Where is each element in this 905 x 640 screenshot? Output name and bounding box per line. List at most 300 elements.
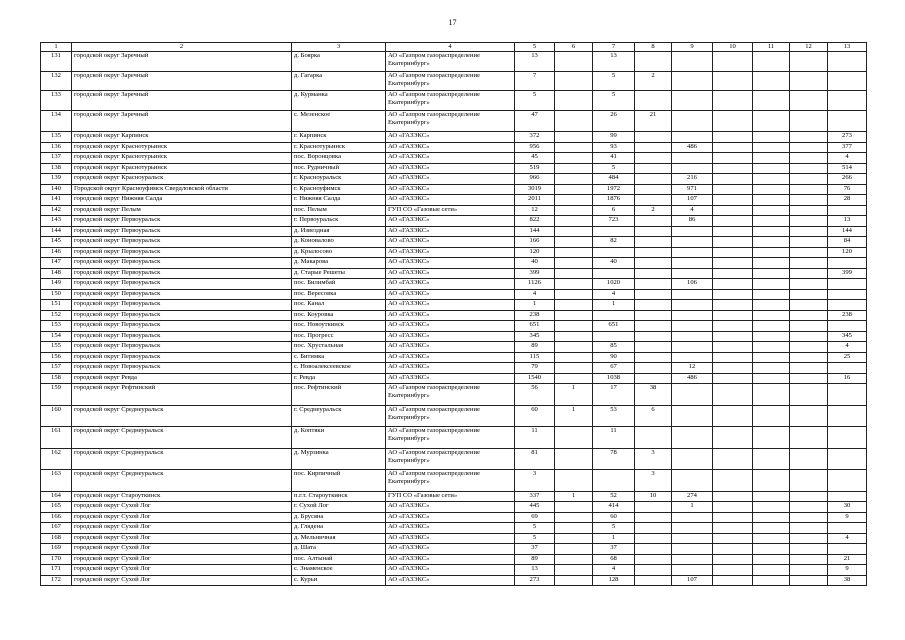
cell-col-7: 85 xyxy=(593,342,635,353)
cell-col-8 xyxy=(635,321,672,332)
cell-col-6 xyxy=(555,533,593,544)
page-number: 17 xyxy=(448,18,457,27)
cell-col-13: 120 xyxy=(828,247,867,258)
cell-col-13: 76 xyxy=(828,184,867,195)
cell-col-9 xyxy=(672,352,713,363)
cell-col-organization: АО «Газпром газораспределение Екатеринбург» xyxy=(386,405,515,427)
cell-col-11 xyxy=(753,142,790,153)
cell-col-11 xyxy=(753,575,790,586)
cell-col-6 xyxy=(555,258,593,269)
cell-col-11 xyxy=(753,247,790,258)
cell-col-12 xyxy=(790,352,828,363)
cell-col-7: 60 xyxy=(593,512,635,523)
cell-col-10 xyxy=(713,268,753,279)
cell-col-settlement: д. Шата xyxy=(292,544,386,555)
cell-col-11 xyxy=(753,205,790,216)
cell-col-settlement: с. Знаменское xyxy=(292,565,386,576)
cell-col-11 xyxy=(753,384,790,406)
cell-col-8 xyxy=(635,310,672,321)
cell-col-13: 9 xyxy=(828,565,867,576)
cell-col-13 xyxy=(828,91,867,111)
cell-col-7: 52 xyxy=(593,491,635,502)
cell-col-12 xyxy=(790,174,828,185)
cell-col-11 xyxy=(753,52,790,72)
cell-col-5: 60 xyxy=(515,405,555,427)
cell-col-10 xyxy=(713,575,753,586)
cell-col-11 xyxy=(753,523,790,534)
cell-col-municipality: городской округ Первоуральск xyxy=(72,268,292,279)
cell-col-7: 13 xyxy=(593,52,635,72)
cell-col-municipality: городской округ Первоуральск xyxy=(72,331,292,342)
cell-col-organization: АО «ГАЗЭКС» xyxy=(386,502,515,513)
cell-col-10 xyxy=(713,71,753,91)
cell-col-6 xyxy=(555,321,593,332)
cell-col-settlement: д. Гагарка xyxy=(292,71,386,91)
cell-col-municipality: городской округ Первоуральск xyxy=(72,352,292,363)
cell-col-7: 651 xyxy=(593,321,635,332)
cell-col-settlement: д. Коптяки xyxy=(292,427,386,449)
header-col-6: 6 xyxy=(555,43,593,52)
cell-col-12 xyxy=(790,226,828,237)
cell-col-5: 40 xyxy=(515,258,555,269)
cell-col-num: 145 xyxy=(41,237,72,248)
cell-col-10 xyxy=(713,554,753,565)
cell-col-num: 170 xyxy=(41,554,72,565)
cell-col-7: 90 xyxy=(593,352,635,363)
cell-col-5: 345 xyxy=(515,331,555,342)
cell-col-13: 25 xyxy=(828,352,867,363)
cell-col-organization: АО «ГАЗЭКС» xyxy=(386,342,515,353)
cell-col-9 xyxy=(672,533,713,544)
cell-col-organization: АО «ГАЗЭКС» xyxy=(386,575,515,586)
cell-col-6 xyxy=(555,352,593,363)
cell-col-9: 12 xyxy=(672,363,713,374)
table-row xyxy=(41,533,867,544)
cell-col-7: 5 xyxy=(593,163,635,174)
cell-col-5: 1126 xyxy=(515,279,555,290)
cell-col-5: 3019 xyxy=(515,184,555,195)
header-col-num: 1 xyxy=(41,43,72,52)
cell-col-9 xyxy=(672,427,713,449)
cell-col-settlement: пос. Алтынай xyxy=(292,554,386,565)
cell-col-12 xyxy=(790,163,828,174)
cell-col-6 xyxy=(555,153,593,164)
cell-col-11 xyxy=(753,216,790,227)
table-row xyxy=(41,554,867,565)
table-row xyxy=(41,491,867,502)
header-col-10: 10 xyxy=(713,43,753,52)
cell-col-8 xyxy=(635,523,672,534)
header-col-5: 5 xyxy=(515,43,555,52)
cell-col-settlement: пос. Вересовка xyxy=(292,289,386,300)
cell-col-5: 13 xyxy=(515,565,555,576)
cell-col-11 xyxy=(753,300,790,311)
cell-col-7: 6 xyxy=(593,205,635,216)
cell-col-municipality: городской округ Первоуральск xyxy=(72,321,292,332)
cell-col-10 xyxy=(713,405,753,427)
cell-col-municipality: городской округ Заречный xyxy=(72,110,292,132)
cell-col-num: 157 xyxy=(41,363,72,374)
cell-col-6 xyxy=(555,575,593,586)
cell-col-12 xyxy=(790,52,828,72)
cell-col-11 xyxy=(753,352,790,363)
cell-col-settlement: пос. Прогресс xyxy=(292,331,386,342)
cell-col-12 xyxy=(790,247,828,258)
cell-col-7 xyxy=(593,310,635,321)
cell-col-13: 16 xyxy=(828,373,867,384)
cell-col-organization: АО «ГАЗЭКС» xyxy=(386,142,515,153)
table-row xyxy=(41,331,867,342)
cell-col-11 xyxy=(753,565,790,576)
cell-col-8 xyxy=(635,575,672,586)
cell-col-6 xyxy=(555,163,593,174)
cell-col-settlement: с. Курьи xyxy=(292,575,386,586)
cell-col-organization: АО «ГАЗЭКС» xyxy=(386,184,515,195)
cell-col-7: 1 xyxy=(593,300,635,311)
cell-col-10 xyxy=(713,91,753,111)
cell-col-num: 135 xyxy=(41,132,72,143)
table-row xyxy=(41,226,867,237)
cell-col-9: 106 xyxy=(672,279,713,290)
cell-col-6 xyxy=(555,216,593,227)
cell-col-settlement: г. Красноуральск xyxy=(292,174,386,185)
cell-col-12 xyxy=(790,533,828,544)
cell-col-9 xyxy=(672,247,713,258)
cell-col-13 xyxy=(828,110,867,132)
cell-col-12 xyxy=(790,523,828,534)
cell-col-13 xyxy=(828,258,867,269)
cell-col-11 xyxy=(753,71,790,91)
header-col-7: 7 xyxy=(593,43,635,52)
cell-col-8: 6 xyxy=(635,405,672,427)
table-row xyxy=(41,427,867,449)
cell-col-6 xyxy=(555,237,593,248)
table-row xyxy=(41,523,867,534)
cell-col-settlement: г. Нижняя Салда xyxy=(292,195,386,206)
cell-col-6 xyxy=(555,132,593,143)
cell-col-num: 138 xyxy=(41,163,72,174)
cell-col-6 xyxy=(555,247,593,258)
cell-col-6 xyxy=(555,174,593,185)
cell-col-7: 67 xyxy=(593,363,635,374)
cell-col-organization: АО «ГАЗЭКС» xyxy=(386,512,515,523)
cell-col-7: 26 xyxy=(593,110,635,132)
cell-col-organization: АО «Газпром газораспределение Екатеринбург» xyxy=(386,448,515,470)
cell-col-9 xyxy=(672,310,713,321)
cell-col-num: 132 xyxy=(41,71,72,91)
cell-col-13 xyxy=(828,405,867,427)
cell-col-num: 142 xyxy=(41,205,72,216)
cell-col-num: 146 xyxy=(41,247,72,258)
cell-col-13: 273 xyxy=(828,132,867,143)
cell-col-7: 93 xyxy=(593,142,635,153)
cell-col-8 xyxy=(635,142,672,153)
cell-col-settlement: пос. Канал xyxy=(292,300,386,311)
cell-col-12 xyxy=(790,342,828,353)
cell-col-8 xyxy=(635,258,672,269)
cell-col-9: 216 xyxy=(672,174,713,185)
table-row xyxy=(41,237,867,248)
cell-col-5: 2011 xyxy=(515,195,555,206)
table-row xyxy=(41,163,867,174)
cell-col-13 xyxy=(828,321,867,332)
cell-col-12 xyxy=(790,153,828,164)
cell-col-municipality: городской округ Рефтинский xyxy=(72,384,292,406)
table-row xyxy=(41,258,867,269)
cell-col-8 xyxy=(635,554,672,565)
cell-col-municipality: городской округ Сухой Лог xyxy=(72,533,292,544)
cell-col-9 xyxy=(672,523,713,534)
cell-col-9 xyxy=(672,132,713,143)
cell-col-8 xyxy=(635,216,672,227)
cell-col-9 xyxy=(672,226,713,237)
cell-col-13: 144 xyxy=(828,226,867,237)
cell-col-10 xyxy=(713,565,753,576)
cell-col-8 xyxy=(635,132,672,143)
cell-col-8 xyxy=(635,268,672,279)
cell-col-5: 37 xyxy=(515,544,555,555)
cell-col-10 xyxy=(713,216,753,227)
cell-col-municipality: городской округ Краснотурьинск xyxy=(72,163,292,174)
cell-col-10 xyxy=(713,321,753,332)
cell-col-num: 152 xyxy=(41,310,72,321)
cell-col-5: 13 xyxy=(515,52,555,72)
cell-col-organization: АО «Газпром газораспределение Екатеринбург» xyxy=(386,384,515,406)
cell-col-settlement: д. Курманка xyxy=(292,91,386,111)
cell-col-num: 134 xyxy=(41,110,72,132)
table-row xyxy=(41,52,867,72)
cell-col-8 xyxy=(635,300,672,311)
cell-col-11 xyxy=(753,153,790,164)
table-row xyxy=(41,405,867,427)
cell-col-num: 159 xyxy=(41,384,72,406)
cell-col-municipality: городской округ Сухой Лог xyxy=(72,565,292,576)
cell-col-organization: АО «ГАЗЭКС» xyxy=(386,163,515,174)
cell-col-organization: АО «ГАЗЭКС» xyxy=(386,195,515,206)
cell-col-10 xyxy=(713,247,753,258)
table-row xyxy=(41,544,867,555)
cell-col-settlement: г. Первоуральск xyxy=(292,216,386,227)
table-row xyxy=(41,373,867,384)
cell-col-5: 1 xyxy=(515,300,555,311)
cell-col-13: 21 xyxy=(828,554,867,565)
cell-col-8 xyxy=(635,195,672,206)
cell-col-num: 163 xyxy=(41,470,72,492)
cell-col-6 xyxy=(555,71,593,91)
cell-col-settlement: пос. Коуровка xyxy=(292,310,386,321)
cell-col-8 xyxy=(635,533,672,544)
cell-col-8 xyxy=(635,565,672,576)
cell-col-6 xyxy=(555,502,593,513)
cell-col-9 xyxy=(672,52,713,72)
cell-col-5: 445 xyxy=(515,502,555,513)
cell-col-organization: АО «ГАЗЭКС» xyxy=(386,174,515,185)
table-row xyxy=(41,132,867,143)
cell-col-13: 4 xyxy=(828,153,867,164)
table-row xyxy=(41,174,867,185)
cell-col-9: 971 xyxy=(672,184,713,195)
cell-col-9 xyxy=(672,512,713,523)
cell-col-9 xyxy=(672,71,713,91)
cell-col-12 xyxy=(790,405,828,427)
cell-col-num: 161 xyxy=(41,427,72,449)
cell-col-municipality: городской округ Среднеуральск xyxy=(72,470,292,492)
cell-col-12 xyxy=(790,310,828,321)
table-row xyxy=(41,300,867,311)
cell-col-12 xyxy=(790,331,828,342)
cell-col-7 xyxy=(593,226,635,237)
cell-col-6: 1 xyxy=(555,384,593,406)
cell-col-municipality: городской округ Первоуральск xyxy=(72,237,292,248)
cell-col-settlement: д. Брусяна xyxy=(292,512,386,523)
cell-col-8 xyxy=(635,363,672,374)
cell-col-municipality: городской округ Первоуральск xyxy=(72,226,292,237)
cell-col-municipality: городской округ Краснотурьинск xyxy=(72,153,292,164)
cell-col-organization: АО «Газпром газораспределение Екатеринбург» xyxy=(386,52,515,72)
cell-col-11 xyxy=(753,502,790,513)
cell-col-settlement: пос. Билимбай xyxy=(292,279,386,290)
cell-col-7: 4 xyxy=(593,289,635,300)
cell-col-9 xyxy=(672,470,713,492)
cell-col-5: 5 xyxy=(515,523,555,534)
cell-col-11 xyxy=(753,91,790,111)
header-col-settlement: 3 xyxy=(292,43,386,52)
cell-col-13: 84 xyxy=(828,237,867,248)
table-row xyxy=(41,575,867,586)
cell-col-5: 12 xyxy=(515,205,555,216)
cell-col-8 xyxy=(635,544,672,555)
cell-col-settlement: д. Старые Решеты xyxy=(292,268,386,279)
cell-col-7: 414 xyxy=(593,502,635,513)
cell-col-11 xyxy=(753,533,790,544)
cell-col-6 xyxy=(555,300,593,311)
cell-col-5: 337 xyxy=(515,491,555,502)
table-row xyxy=(41,448,867,470)
cell-col-organization: ГУП СО «Газовые сети» xyxy=(386,205,515,216)
cell-col-5: 3 xyxy=(515,470,555,492)
cell-col-organization: АО «ГАЗЭКС» xyxy=(386,352,515,363)
cell-col-13 xyxy=(828,363,867,374)
cell-col-settlement: пос. Пелым xyxy=(292,205,386,216)
cell-col-10 xyxy=(713,226,753,237)
table-row xyxy=(41,342,867,353)
cell-col-9 xyxy=(672,565,713,576)
cell-col-municipality: городской округ Первоуральск xyxy=(72,310,292,321)
cell-col-10 xyxy=(713,184,753,195)
table-row xyxy=(41,247,867,258)
table-row xyxy=(41,565,867,576)
cell-col-13 xyxy=(828,300,867,311)
cell-col-9: 486 xyxy=(672,373,713,384)
cell-col-10 xyxy=(713,384,753,406)
cell-col-organization: АО «ГАЗЭКС» xyxy=(386,237,515,248)
cell-col-num: 131 xyxy=(41,52,72,72)
cell-col-11 xyxy=(753,226,790,237)
cell-col-organization: АО «ГАЗЭКС» xyxy=(386,216,515,227)
cell-col-12 xyxy=(790,384,828,406)
cell-col-7: 128 xyxy=(593,575,635,586)
cell-col-7: 484 xyxy=(593,174,635,185)
cell-col-organization: АО «ГАЗЭКС» xyxy=(386,289,515,300)
cell-col-organization: АО «ГАЗЭКС» xyxy=(386,533,515,544)
cell-col-6 xyxy=(555,331,593,342)
cell-col-11 xyxy=(753,448,790,470)
cell-col-municipality: городской округ Сухой Лог xyxy=(72,523,292,534)
cell-col-11 xyxy=(753,544,790,555)
cell-col-9 xyxy=(672,110,713,132)
cell-col-6 xyxy=(555,142,593,153)
cell-col-9 xyxy=(672,405,713,427)
cell-col-6 xyxy=(555,512,593,523)
cell-col-municipality: городской округ Первоуральск xyxy=(72,363,292,374)
cell-col-10 xyxy=(713,502,753,513)
cell-col-11 xyxy=(753,268,790,279)
cell-col-num: 148 xyxy=(41,268,72,279)
cell-col-organization: АО «Газпром газораспределение Екатеринбург» xyxy=(386,470,515,492)
cell-col-5: 1540 xyxy=(515,373,555,384)
cell-col-7: 5 xyxy=(593,91,635,111)
cell-col-13 xyxy=(828,544,867,555)
cell-col-5: 115 xyxy=(515,352,555,363)
table-row xyxy=(41,91,867,111)
cell-col-organization: АО «ГАЗЭКС» xyxy=(386,247,515,258)
cell-col-12 xyxy=(790,300,828,311)
cell-col-11 xyxy=(753,373,790,384)
cell-col-10 xyxy=(713,132,753,143)
cell-col-organization: АО «ГАЗЭКС» xyxy=(386,132,515,143)
table-row xyxy=(41,470,867,492)
cell-col-municipality: городской округ Первоуральск xyxy=(72,279,292,290)
cell-col-8 xyxy=(635,331,672,342)
cell-col-8 xyxy=(635,342,672,353)
cell-col-5: 11 xyxy=(515,427,555,449)
cell-col-9: 4 xyxy=(672,205,713,216)
cell-col-8 xyxy=(635,226,672,237)
cell-col-7: 5 xyxy=(593,523,635,534)
cell-col-organization: АО «Газпром газораспределение Екатеринбург» xyxy=(386,91,515,111)
cell-col-9 xyxy=(672,258,713,269)
cell-col-6 xyxy=(555,184,593,195)
cell-col-municipality: городской округ Сухой Лог xyxy=(72,575,292,586)
cell-col-num: 160 xyxy=(41,405,72,427)
cell-col-7: 99 xyxy=(593,132,635,143)
cell-col-municipality: городской округ Первоуральск xyxy=(72,247,292,258)
cell-col-10 xyxy=(713,448,753,470)
cell-col-num: 156 xyxy=(41,352,72,363)
cell-col-11 xyxy=(753,331,790,342)
cell-col-num: 164 xyxy=(41,491,72,502)
cell-col-12 xyxy=(790,575,828,586)
cell-col-13 xyxy=(828,523,867,534)
cell-col-13 xyxy=(828,427,867,449)
cell-col-13: 4 xyxy=(828,533,867,544)
cell-col-organization: АО «ГАЗЭКС» xyxy=(386,258,515,269)
cell-col-12 xyxy=(790,512,828,523)
cell-col-8: 10 xyxy=(635,491,672,502)
cell-col-13 xyxy=(828,279,867,290)
cell-col-num: 154 xyxy=(41,331,72,342)
cell-col-8 xyxy=(635,512,672,523)
cell-col-13: 514 xyxy=(828,163,867,174)
cell-col-settlement: д. Коновалово xyxy=(292,237,386,248)
cell-col-12 xyxy=(790,289,828,300)
cell-col-organization: АО «ГАЗЭКС» xyxy=(386,279,515,290)
cell-col-12 xyxy=(790,268,828,279)
cell-col-13 xyxy=(828,289,867,300)
cell-col-num: 136 xyxy=(41,142,72,153)
cell-col-5: 79 xyxy=(515,363,555,374)
header-col-11: 11 xyxy=(753,43,790,52)
